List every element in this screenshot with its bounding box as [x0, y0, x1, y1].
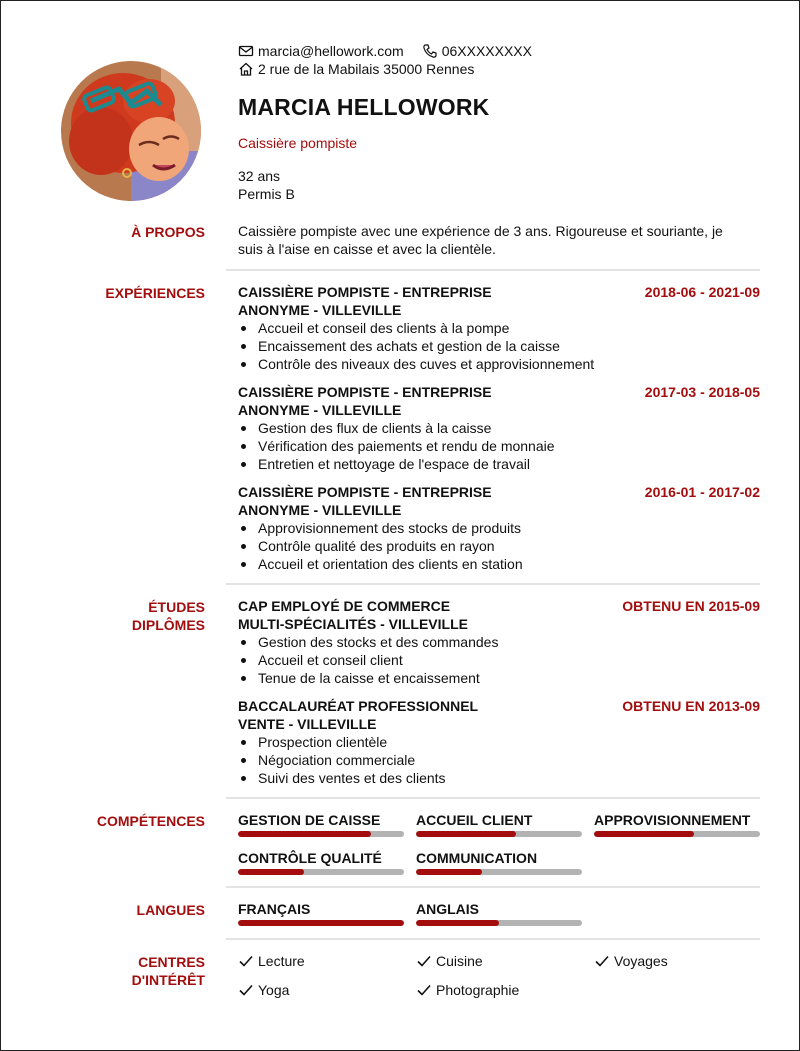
languages-grid: [238, 900, 760, 928]
bullet-item: Prospection clientèle: [238, 733, 760, 751]
entry-title-line: CAISSIÈRE POMPISTE - ENTREPRISE: [238, 384, 492, 400]
language-bar: [416, 920, 582, 926]
section-label-about: À PROPOS: [131, 224, 205, 240]
section-label-line: ÉTUDES: [148, 599, 205, 615]
language-bar-fill: [416, 920, 499, 926]
personal-info: [238, 167, 763, 203]
skill-bar: [238, 869, 404, 875]
phone-item[interactable]: [422, 42, 532, 60]
address-item: [238, 60, 474, 78]
bullet-item: Approvisionnement des stocks de produits: [238, 519, 760, 537]
avatar-illustration: [61, 61, 201, 201]
experience-entry: [238, 483, 760, 573]
bullet-item: Encaissement des achats et gestion de la caisse: [238, 337, 760, 355]
entry-date: OBTENU EN 2013-09: [622, 698, 760, 714]
bullet-item: Gestion des stocks et des commandes: [238, 633, 760, 651]
bullet-item: Contrôle qualité des produits en rayon: [238, 537, 760, 555]
skill-name: GESTION DE CAISSE: [238, 812, 381, 828]
skill-bar-fill: [416, 831, 516, 837]
skill-item: [416, 811, 582, 837]
bullet-item: Entretien et nettoyage de l'espace de travail: [238, 455, 760, 473]
interests-grid: [238, 952, 760, 1002]
skill-name: APPROVISIONNEMENT: [594, 812, 751, 828]
bullet-item: Contrôle des niveaux des cuves et approvisionnement: [238, 355, 760, 373]
experience-entry: [238, 383, 760, 483]
entry-title-line: ANONYME - VILLEVILLE: [238, 502, 402, 518]
skill-bar: [594, 831, 760, 837]
entry-title-line: CAISSIÈRE POMPISTE - ENTREPRISE: [238, 284, 492, 300]
about-line: Caissière pompiste avec une expérience de 3 ans. Rigoureuse et souriante, je: [238, 223, 723, 239]
bullet-item: Suivi des ventes et des clients: [238, 769, 760, 787]
skill-item: [238, 849, 404, 875]
about-line: suis à l'aise en caisse et avec la clientèle.: [238, 241, 496, 257]
skill-item: [416, 849, 582, 875]
contact-line-2: [238, 60, 763, 78]
section-languages: [1, 900, 800, 928]
entry-date: 2016-01 - 2017-02: [644, 484, 760, 500]
section-label-interests: [132, 953, 205, 989]
entry-title-line: CAP EMPLOYÉ DE COMMERCE: [238, 598, 451, 614]
divider: [226, 583, 760, 585]
avatar: [61, 61, 201, 201]
about-text: [238, 222, 760, 258]
skill-bar-fill: [238, 831, 371, 837]
skill-bar-fill: [416, 869, 482, 875]
entry-title-line: ANONYME - VILLEVILLE: [238, 402, 402, 418]
entry-bullets: [238, 519, 760, 573]
email-item[interactable]: [238, 42, 404, 60]
section-label-experiences: EXPÉRIENCES: [105, 285, 205, 301]
experience-entry: [238, 283, 760, 383]
entry-title: [238, 483, 538, 519]
contact-line-1: [238, 42, 763, 60]
section-label-line: CENTRES: [138, 954, 205, 970]
bullet-item: Accueil et conseil des clients à la pompe: [238, 319, 760, 337]
skill-item: [594, 811, 760, 837]
candidate-name: MARCIA HELLOWORK: [238, 94, 490, 120]
bullet-item: Accueil et conseil client: [238, 651, 760, 669]
skill-name: ACCUEIL CLIENT: [416, 812, 533, 828]
entry-title: [238, 383, 538, 419]
interest-label: Lecture: [258, 953, 305, 969]
bullet-item: Tenue de la caisse et encaissement: [238, 669, 760, 687]
job-title: Caissière pompiste: [238, 135, 358, 151]
language-item: [238, 900, 404, 926]
interest-label: Yoga: [258, 982, 290, 998]
entry-title-line: VENTE - VILLEVILLE: [238, 716, 377, 732]
phone-text[interactable]: 06XXXXXXXX: [441, 43, 532, 59]
interest-label: Cuisine: [436, 953, 483, 969]
entry-title-line: ANONYME - VILLEVILLE: [238, 302, 402, 318]
entry-date: OBTENU EN 2015-09: [622, 598, 760, 614]
divider: [226, 886, 760, 888]
entry-title: [238, 597, 538, 633]
entry-bullets: [238, 319, 760, 373]
section-skills: [1, 811, 800, 875]
divider: [226, 269, 760, 271]
check-icon: [594, 953, 610, 969]
language-bar: [238, 920, 404, 926]
age: 32 ans: [238, 168, 281, 184]
skill-name: COMMUNICATION: [416, 850, 538, 866]
skills-grid: [238, 811, 760, 875]
entry-date: 2018-06 - 2021-09: [644, 284, 760, 300]
section-label-languages: LANGUES: [136, 902, 205, 918]
education-entry: [238, 697, 760, 787]
interest-item: [238, 981, 289, 999]
divider: [226, 938, 760, 940]
skill-name: CONTRÔLE QUALITÉ: [238, 850, 382, 866]
section-label-skills: COMPÉTENCES: [96, 813, 205, 829]
skill-bar: [416, 869, 582, 875]
interest-item: [416, 952, 483, 970]
skill-item: [238, 811, 404, 837]
entry-title: [238, 697, 538, 733]
education-list: [238, 597, 760, 787]
skill-bar-fill: [238, 869, 304, 875]
interest-label: Photographie: [436, 982, 520, 998]
bullet-item: Accueil et orientation des clients en station: [238, 555, 760, 573]
interest-item: [416, 981, 519, 999]
entry-title-line: BACCALAURÉAT PROFESSIONNEL: [238, 698, 479, 714]
entry-title: [238, 283, 538, 319]
bullet-item: Gestion des flux de clients à la caisse: [238, 419, 760, 437]
entry-bullets: [238, 733, 760, 787]
section-label-education: [132, 598, 205, 634]
skill-bar-fill: [594, 831, 694, 837]
entry-date: 2017-03 - 2018-05: [644, 384, 760, 400]
section-label-line: D'INTÉRÊT: [131, 972, 205, 988]
entry-bullets: [238, 419, 760, 473]
skill-bar: [238, 831, 404, 837]
email-text[interactable]: marcia@hellowork.com: [258, 43, 404, 59]
interest-label: Voyages: [614, 953, 668, 969]
entry-title-line: CAISSIÈRE POMPISTE - ENTREPRISE: [238, 484, 492, 500]
language-bar-fill: [238, 920, 404, 926]
check-icon: [238, 982, 254, 998]
mail-icon: [238, 43, 254, 59]
bullet-item: Négociation commerciale: [238, 751, 760, 769]
bullet-item: Vérification des paiements et rendu de monnaie: [238, 437, 760, 455]
section-label-line: DIPLÔMES: [131, 617, 205, 633]
entry-title-line: MULTI-SPÉCIALITÉS - VILLEVILLE: [238, 616, 468, 632]
address-text: 2 rue de la Mabilais 35000 Rennes: [258, 61, 475, 77]
check-icon: [238, 953, 254, 969]
check-icon: [416, 982, 432, 998]
driving-license: Permis B: [238, 186, 295, 202]
header: [238, 42, 763, 203]
entry-bullets: [238, 633, 760, 687]
interest-item: [594, 952, 668, 970]
language-name: ANGLAIS: [416, 901, 479, 917]
divider: [226, 797, 760, 799]
language-item: [416, 900, 582, 926]
experience-list: [238, 283, 760, 573]
check-icon: [416, 953, 432, 969]
language-name: FRANÇAIS: [238, 901, 311, 917]
home-icon: [238, 61, 254, 77]
skill-bar: [416, 831, 582, 837]
phone-icon: [422, 43, 438, 59]
interest-item: [238, 952, 305, 970]
education-entry: [238, 597, 760, 697]
